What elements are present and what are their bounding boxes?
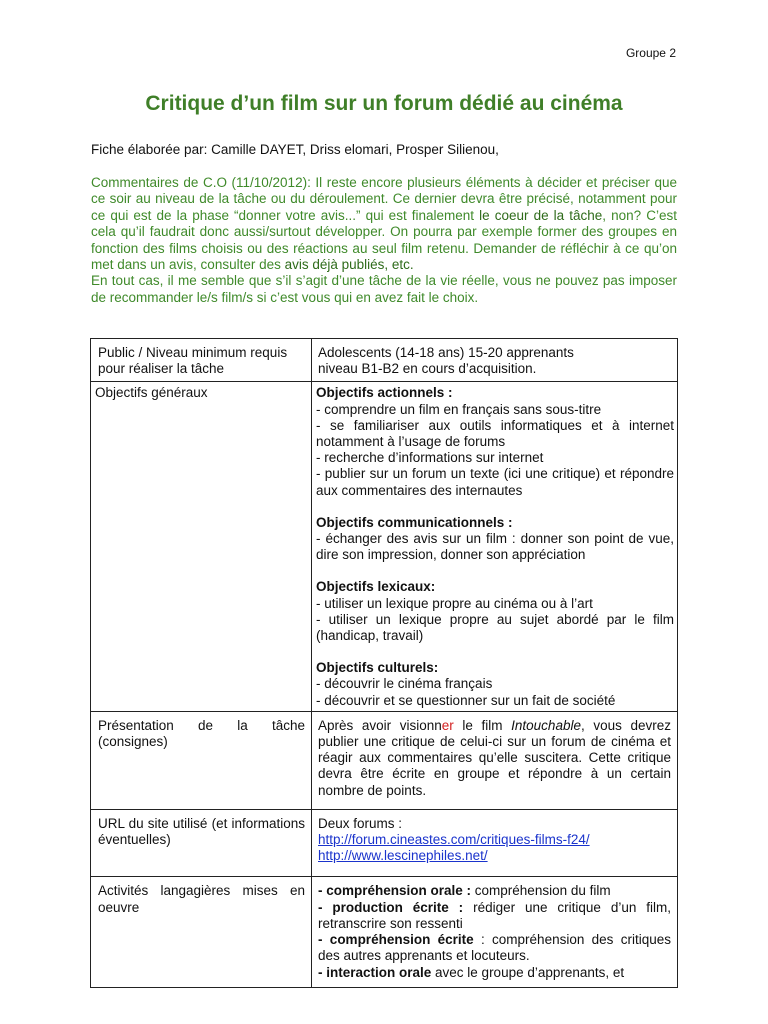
actionnels-item: - se familiariser aux outils informatiques et à internet notamment à l’usage de forums	[316, 417, 674, 450]
language-activities-content	[312, 877, 678, 987]
row-language-activities	[91, 877, 678, 987]
activity-text: avec le groupe d’apprenants, et	[431, 964, 625, 980]
culturels-item: - découvrir et se questionner sur un fait de société	[316, 692, 616, 708]
comment-highlight-1: le coeur de la tâche	[479, 207, 603, 223]
comment-part-3: En tout cas, il me semble que s’il s’agit d’une tâche de la vie réelle, vous ne pouvez pas imposer de recommander le/s film/s si c’est vous qui en avez fait le choix.	[91, 273, 677, 305]
actionnels-item: - recherche d’informations sur internet	[316, 450, 544, 466]
task-text-3: , vous devrez publier une critique de celui-ci sur un forum de cinéma et réagir aux commentaires qu’elle suscitera. Cette critique devra être écrite en groupe et répondre à un certain nombre de points.	[318, 717, 671, 798]
document-title: Critique d’un film sur un forum dédié au cinéma	[145, 92, 623, 115]
site-url-label: URL du site utilisé (et informations éventuelles)	[91, 809, 312, 877]
activity-term: - production écrite :	[318, 899, 464, 915]
authors-line: Fiche élaborée par: Camille DAYET, Driss elomari, Prosper Silienou,	[91, 142, 499, 157]
activity-text: compréhension du film	[471, 883, 611, 899]
culturels-item: - découvrir le cinéma français	[316, 676, 493, 692]
forums-intro: Deux forums :	[318, 815, 403, 831]
teacher-comment	[91, 175, 677, 306]
task-presentation-content	[312, 711, 678, 809]
forum-link-cineastes[interactable]: http://forum.cineastes.com/critiques-films-f24/	[318, 832, 590, 848]
comment-part-2: , non? C’est cela qu’il faudrait donc aussi/surtout développer. On pourra par exemple former des groupes en fonction des films choisis ou des réactions au seul film retenu. Demander de réfléchir à ce qu’on met dans un avis, consulter des	[91, 207, 677, 273]
actionnels-item: - publier sur un forum un texte (ici une critique) et répondre aux commentaires des internautes	[316, 466, 674, 498]
audience-text: Adolescents (14-18 ans) 15-20 apprenants	[318, 345, 574, 360]
public-level-value	[312, 339, 678, 382]
activity-item	[318, 965, 671, 981]
task-presentation-label: Présentation de la tâche (consignes)	[91, 711, 312, 809]
activity-term: - compréhension orale :	[318, 883, 472, 899]
forum-link-lescinephiles[interactable]: http://www.lescinephiles.net/	[318, 848, 488, 864]
row-site-url	[91, 809, 678, 877]
site-url-content	[312, 809, 678, 877]
activity-term: - interaction orale	[318, 964, 432, 980]
task-sheet-table	[90, 338, 678, 988]
activity-item	[318, 883, 671, 899]
task-text-1: Après avoir visionn	[318, 717, 442, 733]
task-text-correction: er	[441, 717, 454, 733]
general-objectives-label: Objectifs généraux	[91, 382, 312, 711]
comment-highlight-2: avis déjà publiés, etc.	[284, 257, 414, 273]
culturels-title: Objectifs culturels:	[316, 660, 439, 676]
level-text: niveau B1-B2 en cours d’acquisition.	[318, 361, 537, 377]
comment-part-1: Commentaires de C.O (11/10/2012): Il reste encore plusieurs éléments à décider et préciser que ce soir au niveau de la tâche ou du déroulement. Ce dernier devra être précisé, notamment pour ce qui est de la phase “donner votre avis...” qui est finalement	[91, 175, 677, 223]
communicationnels-title: Objectifs communicationnels :	[316, 514, 513, 530]
row-general-objectives	[91, 382, 678, 711]
general-objectives-content	[312, 382, 678, 711]
actionnels-title: Objectifs actionnels :	[316, 385, 453, 401]
actionnels-item: - comprendre un film en français sans sous-titre	[316, 401, 602, 417]
group-label: Groupe 2	[625, 46, 676, 60]
activity-item	[318, 900, 671, 932]
task-text-2: le film	[453, 717, 512, 733]
row-public-level	[91, 339, 678, 382]
lexicaux-title: Objectifs lexicaux:	[316, 579, 436, 595]
activity-text: : compréhension des critiques des autres apprenants et locuteurs.	[318, 932, 672, 964]
language-activities-label: Activités langagières mises en oeuvre	[91, 877, 312, 987]
activity-text: rédiger une critique d’un film, retranscrire son ressenti	[318, 899, 671, 931]
communicationnels-item: - échanger des avis sur un film : donner son point de vue, dire son impression, donner son appréciation	[316, 531, 674, 563]
film-title: Intouchable	[511, 717, 581, 733]
public-level-label: Public / Niveau minimum requis pour réaliser la tâche	[91, 339, 312, 382]
lexicaux-item: - utiliser un lexique propre au cinéma ou à l’art	[316, 595, 593, 611]
row-task-presentation	[91, 711, 678, 809]
lexicaux-item: - utiliser un lexique propre au sujet abordé par le film (handicap, travail)	[316, 611, 674, 644]
activity-item	[318, 932, 671, 964]
activity-term: - compréhension écrite	[318, 932, 474, 948]
